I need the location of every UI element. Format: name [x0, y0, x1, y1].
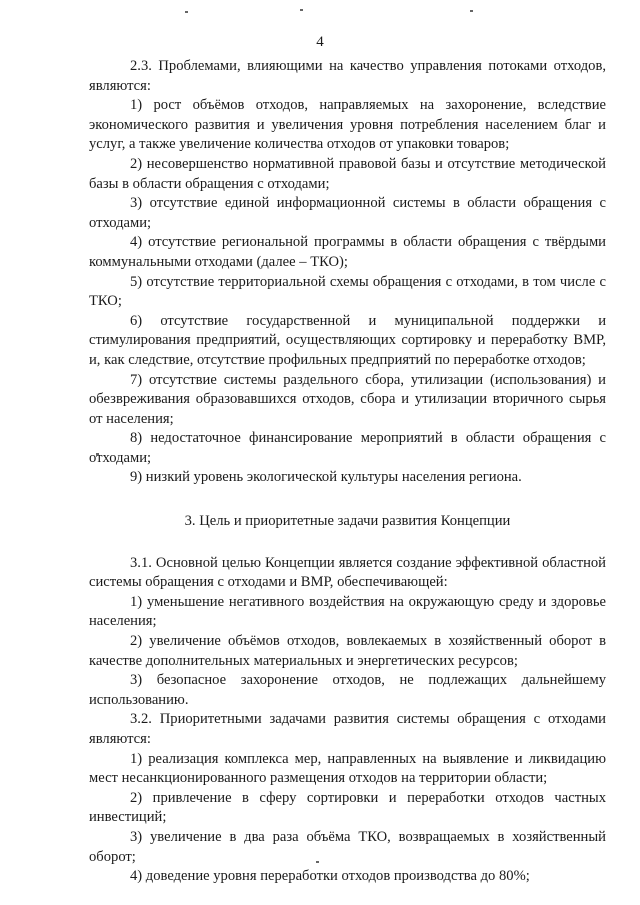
goal-item: 3) безопасное захоронение отходов, не подлежащих дальнейшему использованию.: [89, 672, 606, 708]
task-item: 4) доведение уровня переработки отходов производства до 80%;: [130, 868, 530, 885]
section-3-heading: 3. Цель и приоритетные задачи развития Концепции: [184, 513, 511, 530]
task-item: 1) реализация комплекса мер, направленных на выявление и ликвидацию мест несанкционированного размещения отходов на территории области;: [89, 750, 606, 787]
problem-item: 1) рост объёмов отходов, направляемых на захоронение, вследствие экономического развития и увеличения уровня потребления населением благ и услуг, а также увеличение количества отходов от упаковки товаров;: [89, 97, 606, 153]
problem-item: 7) отсутствие системы раздельного сбора, утилизации (использования) и обезвреживания образовавшихся отходов, сбора и утилизации вторичного сырья от населения;: [89, 371, 606, 427]
section-2-3-intro: 2.3. Проблемами, влияющими на качество управления потоками отходов, являются:: [89, 58, 606, 94]
task-item: 3) увеличение в два раза объёма ТКО, возвращаемых в хозяйственный оборот;: [89, 828, 606, 865]
problem-item: 2) несовершенство нормативной правовой базы и отсутствие методической базы в области обращения с отходами;: [89, 155, 606, 192]
section-3-1-intro: 3.1. Основной целью Концепции является создание эффективной областной системы обращения с отходами и ВМР, обеспечивающей:: [89, 554, 606, 591]
goal-item: 1) уменьшение негативного воздействия на окружающую среду и здоровье населения;: [89, 593, 606, 630]
section-3-2-intro: 3.2. Приоритетными задачами развития системы обращения с отходами являются:: [89, 711, 606, 747]
goal-item: 2) увеличение объёмов отходов, вовлекаемых в хозяйственный оборот в качестве дополнительных материальных и энергетических ресурсов;: [89, 633, 606, 669]
problem-item: 9) низкий уровень экологической культуры населения региона.: [130, 469, 522, 486]
problem-item: 4) отсутствие региональной программы в области обращения с твёрдыми коммунальными отходами (далее – ТКО);: [89, 234, 606, 270]
document-body: [89, 57, 606, 887]
scan-artifact: [185, 11, 188, 13]
problem-item: 5) отсутствие территориальной схемы обращения с отходами, в том числе с ТКО;: [89, 273, 606, 310]
problem-item: 8) недостаточное финансирование мероприятий в области обращения с отходами;: [89, 430, 606, 466]
problem-item: 3) отсутствие единой информационной системы в области обращения с отходами;: [89, 195, 606, 231]
scan-artifact: [300, 9, 303, 11]
task-item: 2) привлечение в сферу сортировки и переработки отходов частных инвестиций;: [89, 789, 606, 826]
scan-artifact: [470, 10, 473, 12]
problem-item: 6) отсутствие государственной и муниципальной поддержки и стимулирования предприятий, осуществляющих сортировку и переработку ВМР, и, как следствие, отсутствие профильных предприятий по переработке отходов;: [89, 312, 606, 368]
page-number: 4: [316, 34, 324, 50]
